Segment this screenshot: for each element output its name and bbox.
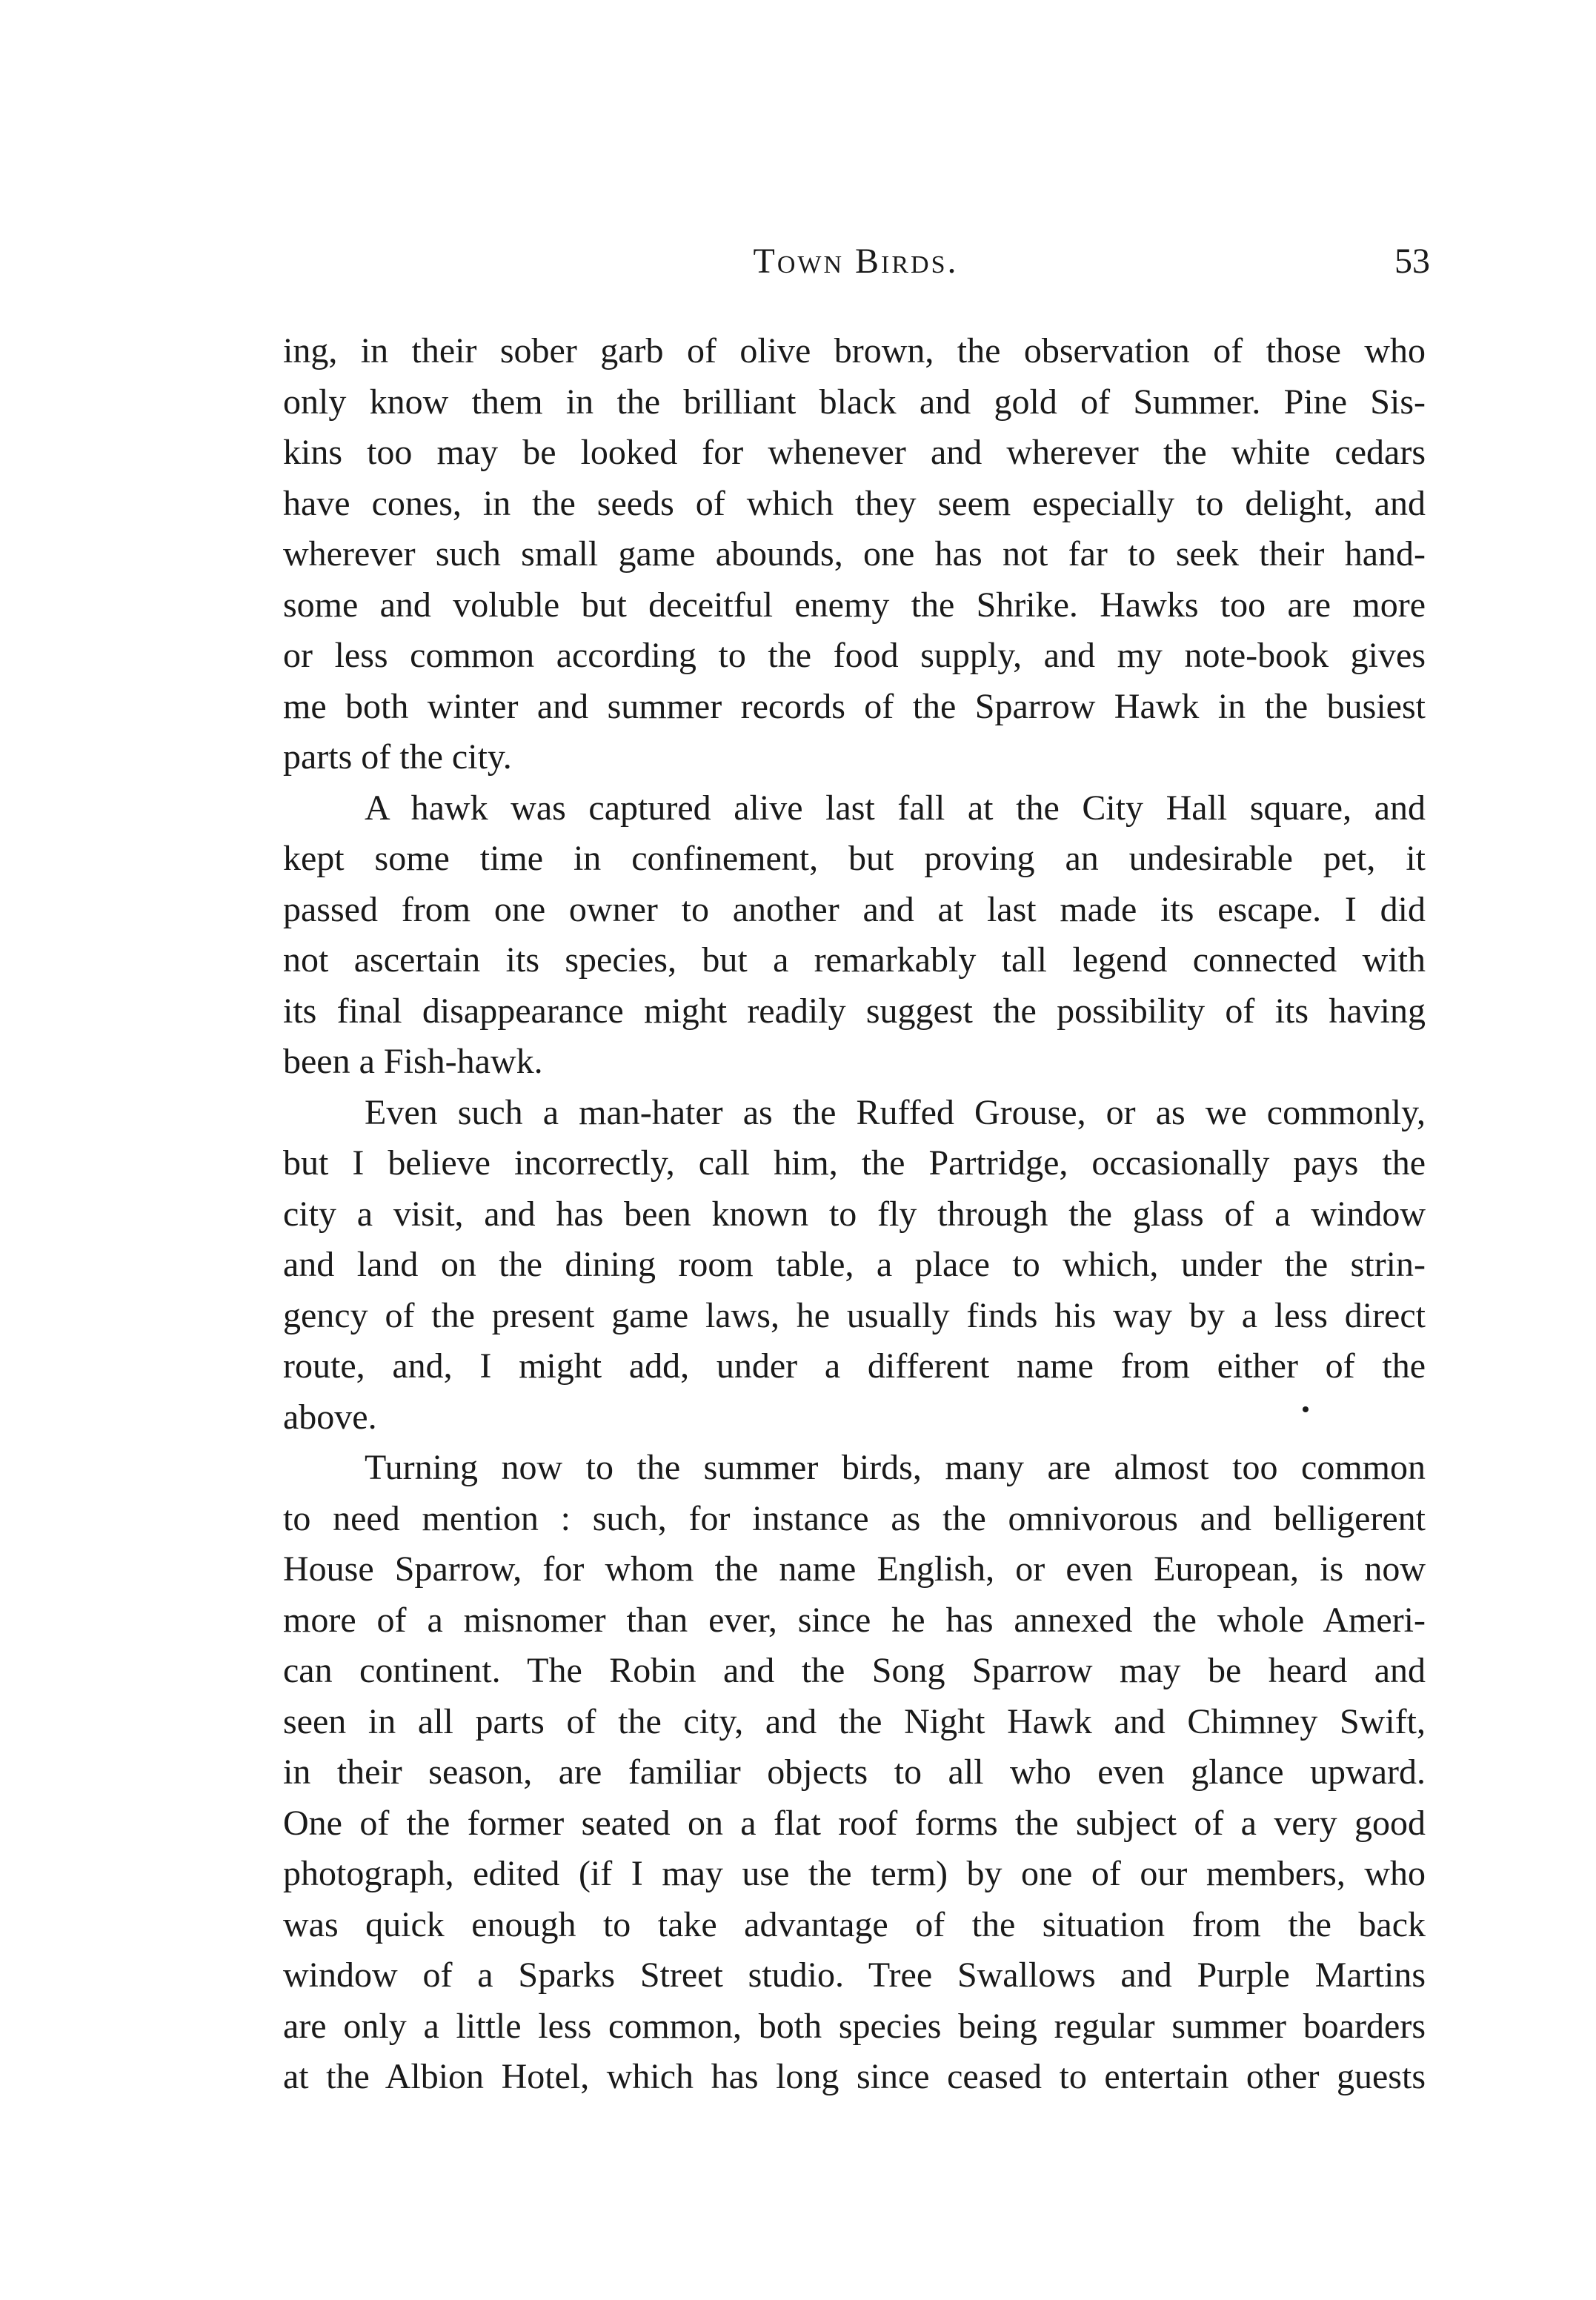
text-line: seen in all parts of the city, and the Night Hawk and Chimney Swift,	[283, 1701, 1426, 1741]
text-line: was quick enough to take advantage of the situation from the back	[283, 1904, 1426, 1944]
text-line: at the Albion Hotel, which has long since ceased to entertain other guests	[283, 2057, 1426, 2096]
text-line: in their season, are familiar objects to all who even glance upward.	[283, 1752, 1426, 1792]
text-line: or less common according to the food supply, and my note-book gives	[283, 636, 1426, 675]
text-line: above.	[283, 1397, 377, 1437]
text-line: are only a little less common, both species being regular summer boarders	[283, 2006, 1426, 2046]
text-line: One of the former seated on a flat roof forms the subject of a very good	[283, 1803, 1426, 1843]
text-line: been a Fish-hawk.	[283, 1042, 543, 1081]
text-line: but I believe incorrectly, call him, the Partridge, occasionally pays the	[283, 1143, 1426, 1183]
text-line: passed from one owner to another and at last made its escape. I did	[283, 889, 1426, 929]
text-line: gency of the present game laws, he usually finds his way by a less direct	[283, 1295, 1426, 1335]
text-line: and land on the dining room table, a place to which, under the strin-	[283, 1245, 1426, 1284]
page-number: 53	[1394, 242, 1430, 281]
text-line: city a visit, and has been known to fly through the glass of a window	[283, 1194, 1426, 1234]
body-text	[283, 326, 1426, 2103]
text-line: me both winter and summer records of the Sparrow Hawk in the busiest	[283, 686, 1426, 726]
text-line: A hawk was captured alive last fall at the City Hall square, and	[365, 788, 1426, 828]
running-head	[282, 241, 1430, 293]
text-line: window of a Sparks Street studio. Tree Swallows and Purple Martins	[283, 1955, 1426, 1995]
text-line: kept some time in confinement, but proving an undesirable pet, it	[283, 839, 1426, 878]
text-line: some and voluble but deceitful enemy the Shrike. Hawks too are more	[283, 585, 1426, 625]
text-line: Even such a man-hater as the Ruffed Grouse, or as we commonly,	[365, 1092, 1426, 1132]
text-line: ing, in their sober garb of olive brown, the observation of those who	[283, 331, 1426, 370]
ink-speck	[1303, 1406, 1309, 1412]
text-line: more of a misnomer than ever, since he has annexed the whole Ameri-	[283, 1600, 1426, 1640]
text-line: wherever such small game abounds, one has not far to seek their hand-	[283, 534, 1426, 574]
text-line: only know them in the brilliant black and gold of Summer. Pine Sis-	[283, 382, 1426, 422]
text-line: its final disappearance might readily suggest the possibility of its having	[283, 991, 1426, 1031]
running-title: Town Birds.	[753, 242, 959, 281]
text-line: House Sparrow, for whom the name English, or even European, is now	[283, 1549, 1426, 1589]
text-line: photograph, edited (if I may use the term) by one of our members, who	[283, 1854, 1426, 1893]
text-line: kins too may be looked for whenever and wherever the white cedars	[283, 433, 1426, 472]
text-line: to need mention : such, for instance as the omnivorous and belligerent	[283, 1498, 1426, 1538]
text-line: Turning now to the summer birds, many are almost too common	[365, 1448, 1426, 1487]
text-line: route, and, I might add, under a different name from either of the	[283, 1346, 1426, 1386]
text-line: not ascertain its species, but a remarkably tall legend connected with	[283, 940, 1426, 980]
text-line: can continent. The Robin and the Song Sparrow may be heard and	[283, 1651, 1426, 1690]
text-line: have cones, in the seeds of which they seem especially to delight, and	[283, 483, 1426, 523]
text-line: parts of the city.	[283, 737, 512, 777]
